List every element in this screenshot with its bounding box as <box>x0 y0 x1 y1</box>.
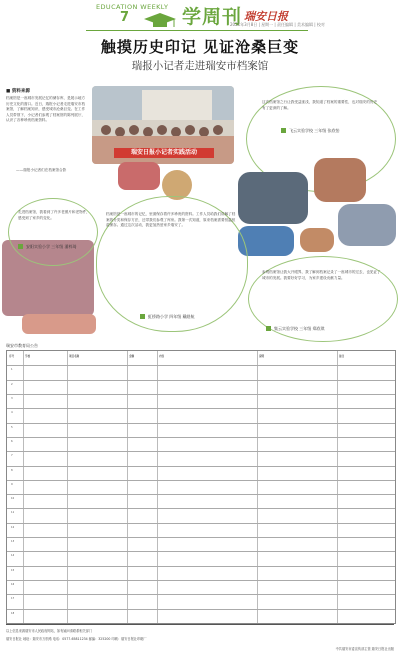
table-header-cell: 项目名称 <box>69 355 80 358</box>
table-column-divider <box>127 351 128 623</box>
table-row-number: 13 <box>11 540 15 544</box>
table-row <box>7 466 395 467</box>
table-row <box>7 508 395 509</box>
graduation-cap-icon <box>140 12 180 30</box>
table-row <box>7 394 395 395</box>
table-row-number: 17 <box>11 597 15 601</box>
table-row <box>7 494 395 495</box>
photo <box>300 228 334 252</box>
table-column-divider <box>337 351 338 623</box>
table-row <box>7 566 395 567</box>
table-column-divider <box>67 351 68 623</box>
square-bullet-icon <box>140 314 145 319</box>
left-column-heading: ■ 资料来源 <box>6 89 30 94</box>
table-row-number: 2 <box>11 382 13 386</box>
quote-author: 集云实验学校 三年级 郑欣琪 <box>274 326 325 331</box>
quote-text: 走进档案馆，我看到了许多老照片和老物件，感受到了家乡的变化。 <box>18 210 90 220</box>
quote-text: 这次档案馆之行让我受益匪浅，我知道了档案的重要性，也对瑞安的历史有了更深的了解。 <box>262 100 377 110</box>
table-row <box>7 423 395 424</box>
table-row-number: 6 <box>11 439 13 443</box>
quote-author: 安阳实验小学 三年级 潘梓琦 <box>26 244 77 249</box>
subheadline: 瑞报小记者走进瑞安市档案馆 <box>131 60 269 72</box>
quote-text: 参观档案馆让我大开眼界，我了解到档案记录了一座城市的过去，也见证了城市的发展。我要好好学习，为家乡建设贡献力量。 <box>262 270 381 280</box>
square-bullet-icon <box>266 326 271 331</box>
quote-text: 档案馆是一座城市的记忆，里面保存着许多珍贵的资料。工作人员给我们讲解了档案的分类和保存方法，还带我们参观了库房。我第一次知道，原来档案需要恒温恒湿保存。通过这次活动，我更加热爱家乡瑞安了。 <box>106 212 236 228</box>
photo <box>338 204 396 246</box>
table-row <box>7 537 395 538</box>
table-header-cell: 金额 <box>129 355 135 358</box>
table-row-number: 11 <box>11 511 15 515</box>
newspaper-logo: 瑞安日报 <box>244 10 288 23</box>
table-column-divider <box>23 351 24 623</box>
table-title: 瑞安市教育局公告 <box>6 343 38 348</box>
table-row-number: 7 <box>11 454 13 458</box>
table-row <box>7 551 395 552</box>
table-row-number: 16 <box>11 583 15 587</box>
table-row-number: 1 <box>11 368 13 372</box>
footer-note: 以上信息来源瑞安市人民政府网站，如有疑问请联系相关部门 <box>6 629 93 633</box>
table-row-number: 15 <box>11 568 15 572</box>
table-row-number: 18 <box>11 611 15 615</box>
notice-table <box>6 350 396 624</box>
table-row <box>7 609 395 610</box>
table-row-number: 12 <box>11 525 15 529</box>
photo <box>22 314 96 334</box>
table-header-cell: 备注 <box>339 355 345 358</box>
quote-author: 飞云实验学校 三年级 张欣怡 <box>289 128 340 133</box>
quote-bubble <box>8 198 98 266</box>
footer-publisher: 中共瑞安市委宣传部主管 瑞安日报社出版 <box>335 647 394 651</box>
table-row <box>7 594 395 595</box>
table-row-number: 9 <box>11 482 13 486</box>
table-row <box>7 580 395 581</box>
table-row-number: 10 <box>11 497 15 501</box>
table-column-divider <box>257 351 258 623</box>
table-column-divider <box>157 351 158 623</box>
group-photo <box>92 86 234 164</box>
left-column-body: 档案馆是一座城市发展记忆的储存库，是展示地方历史文化的窗口。近日，瑞报小记者走进瑞安市档案馆，了解档案知识，感受城市沧桑巨变。在工作人员带领下，小记者们参观了档案馆的陈列展厅，认识了各种珍贵档案资料。 <box>6 96 86 123</box>
headline: 触摸历史印记 见证沧桑巨变 <box>100 38 300 56</box>
table-row-number: 3 <box>11 396 13 400</box>
table-row-number: 5 <box>11 425 13 429</box>
table-row <box>7 437 395 438</box>
table-header-cell: 序号 <box>9 355 15 358</box>
page-number: 7 <box>120 10 130 25</box>
footer-rule <box>6 624 394 625</box>
table-row-number: 4 <box>11 411 13 415</box>
photo <box>118 162 160 190</box>
table-row-number: 14 <box>11 554 15 558</box>
table-row <box>7 480 395 481</box>
edition-english-label: EDUCATION WEEKLY <box>96 3 169 11</box>
left-column-caption: ——瑞报小记者们在档案馆合影 <box>16 168 67 172</box>
header-rule <box>86 30 308 31</box>
table-header-cell: 学校 <box>25 355 31 358</box>
section-title: 学周刊 <box>182 6 243 28</box>
table-row-number: 8 <box>11 468 13 472</box>
square-bullet-icon <box>18 244 23 249</box>
table-row <box>7 523 395 524</box>
photo-banner: 瑞安日报小记者实践活动 <box>114 148 214 158</box>
issue-meta: 2021年3月8日 | 星期一 | 责任编辑 | 美术编辑 | 校对 <box>230 22 325 27</box>
photo <box>314 158 366 202</box>
footer-address: 瑞安日报社 地址：瑞安市万松路 电话：0577-65811234 邮编：325200 印刷：瑞安日报社印刷厂 <box>6 637 147 641</box>
table-header-cell: 内容 <box>159 355 165 358</box>
table-row <box>7 408 395 409</box>
quote-author: 虹桥路小学 四年级 戴皓航 <box>148 314 195 319</box>
table-row <box>7 451 395 452</box>
table-header-cell: 说明 <box>259 355 265 358</box>
photo <box>238 172 308 224</box>
table-row <box>7 380 395 381</box>
table-row <box>7 365 395 366</box>
square-bullet-icon <box>281 128 286 133</box>
